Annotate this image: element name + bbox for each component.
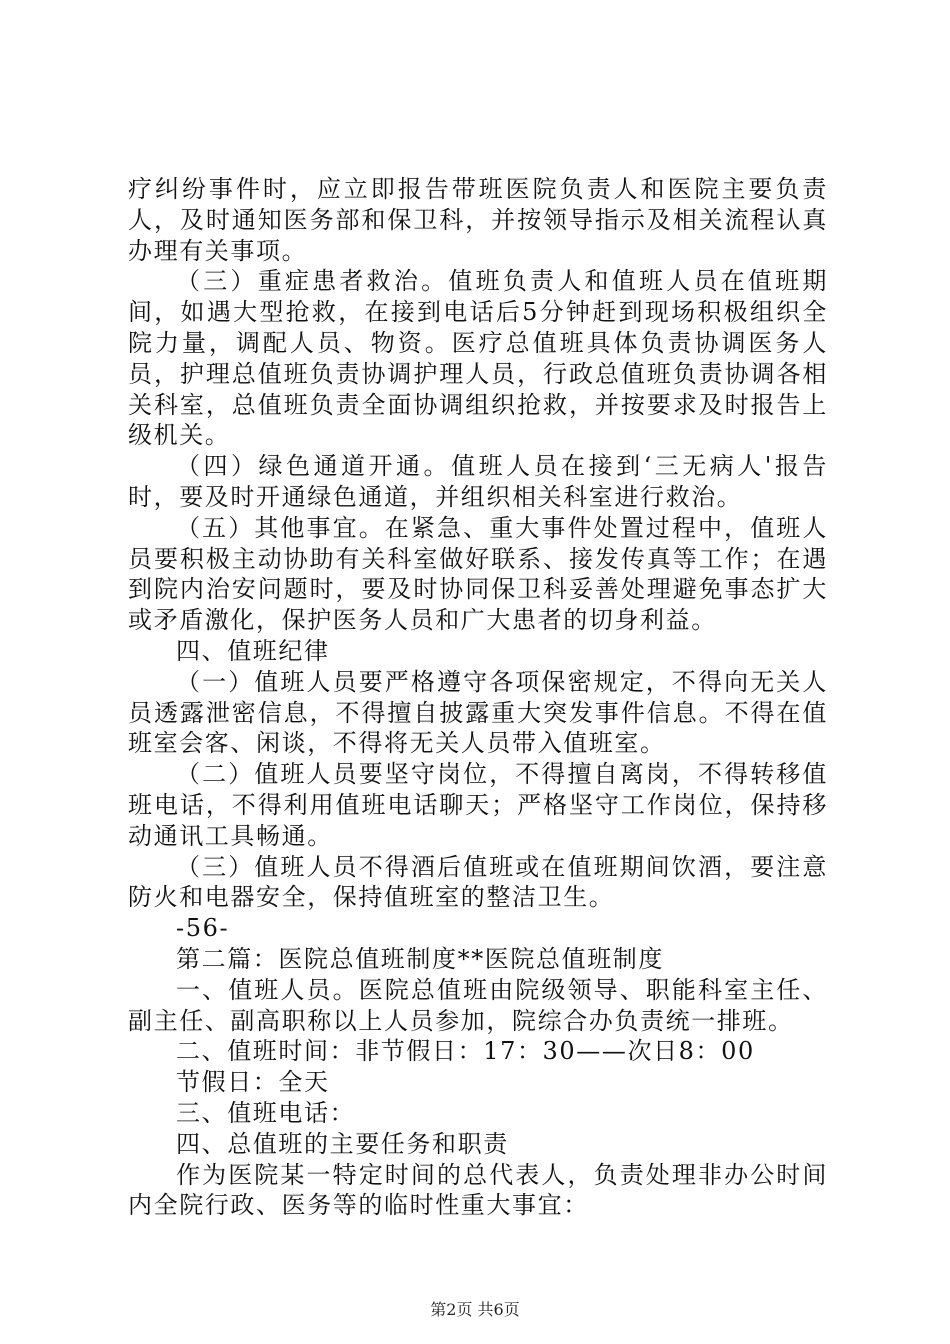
paragraph: 节假日：全天 (176, 1068, 330, 1097)
paragraph: 一、值班人员。医院总值班由院级领导、职能科室主任、副主任、副高职称以上人员参加，院综合办负责统一排班。 (128, 975, 828, 1035)
section-heading: 四、值班纪律 (176, 636, 330, 665)
paragraph: （四）绿色通道开通。值班人员在接到‘三无病人'报告时，要及时开通绿色通道，并组织相关科室进行救治。 (128, 452, 828, 511)
paragraph: （五）其他事宜。在紧急、重大事件处置过程中，值班人员要积极主动协助有关科室做好联系、接发传真等工作；在遇到院内治安问题时，要及时协同保卫科妥善处理避免事态扩大或矛盾激化，保护医务人员和广大患者的切身利益。 (128, 513, 828, 635)
chapter-title: 第二篇：医院总值班制度**医院总值班制度 (176, 944, 664, 973)
paragraph: 三、值班电话： (176, 1098, 356, 1127)
paragraph: （三）重症患者救治。值班负责人和值班人员在值班期间，如遇大型抢救，在接到电话后5分钟赶到现场积极组织全院力量，调配人员、物资。医疗总值班具体负责协调医务人员，护理总值班负责协调护理人员，行政总值班负责协调各相关科室，总值班负责全面协调组织抢救，并按要求及时报告上级机关。 (128, 267, 828, 450)
page-footer: 第2页 共6页 (430, 1300, 520, 1319)
paragraph: 作为医院某一特定时间的总代表人，负责处理非办公时间内全院行政、医务等的临时性重大事宜： (128, 1160, 828, 1220)
body-text (128, 174, 828, 1221)
paragraph: （三）值班人员不得酒后值班或在值班期间饮酒，要注意防火和电器安全，保持值班室的整洁卫生。 (128, 852, 828, 912)
paragraph: 疗纠纷事件时，应立即报告带班医院负责人和医院主要负责人，及时通知医务部和保卫科，并按领导指示及相关流程认真办理有关事项。 (128, 175, 828, 265)
page-marker: -56- (176, 914, 230, 943)
section-heading: 四、总值班的主要任务和职责 (176, 1129, 509, 1158)
paragraph: （一）值班人员要严格遵守各项保密规定，不得向无关人员透露泄密信息，不得擅自披露重大突发事件信息。不得在值班室会客、闲谈，不得将无关人员带入值班室。 (128, 667, 828, 758)
paragraph: （二）值班人员要坚守岗位，不得擅自离岗，不得转移值班电话，不得利用值班电话聊天；严格坚守工作岗位，保持移动通讯工具畅通。 (128, 760, 828, 850)
paragraph: 二、值班时间：非节假日：17：30——次日8：00 (176, 1037, 755, 1066)
